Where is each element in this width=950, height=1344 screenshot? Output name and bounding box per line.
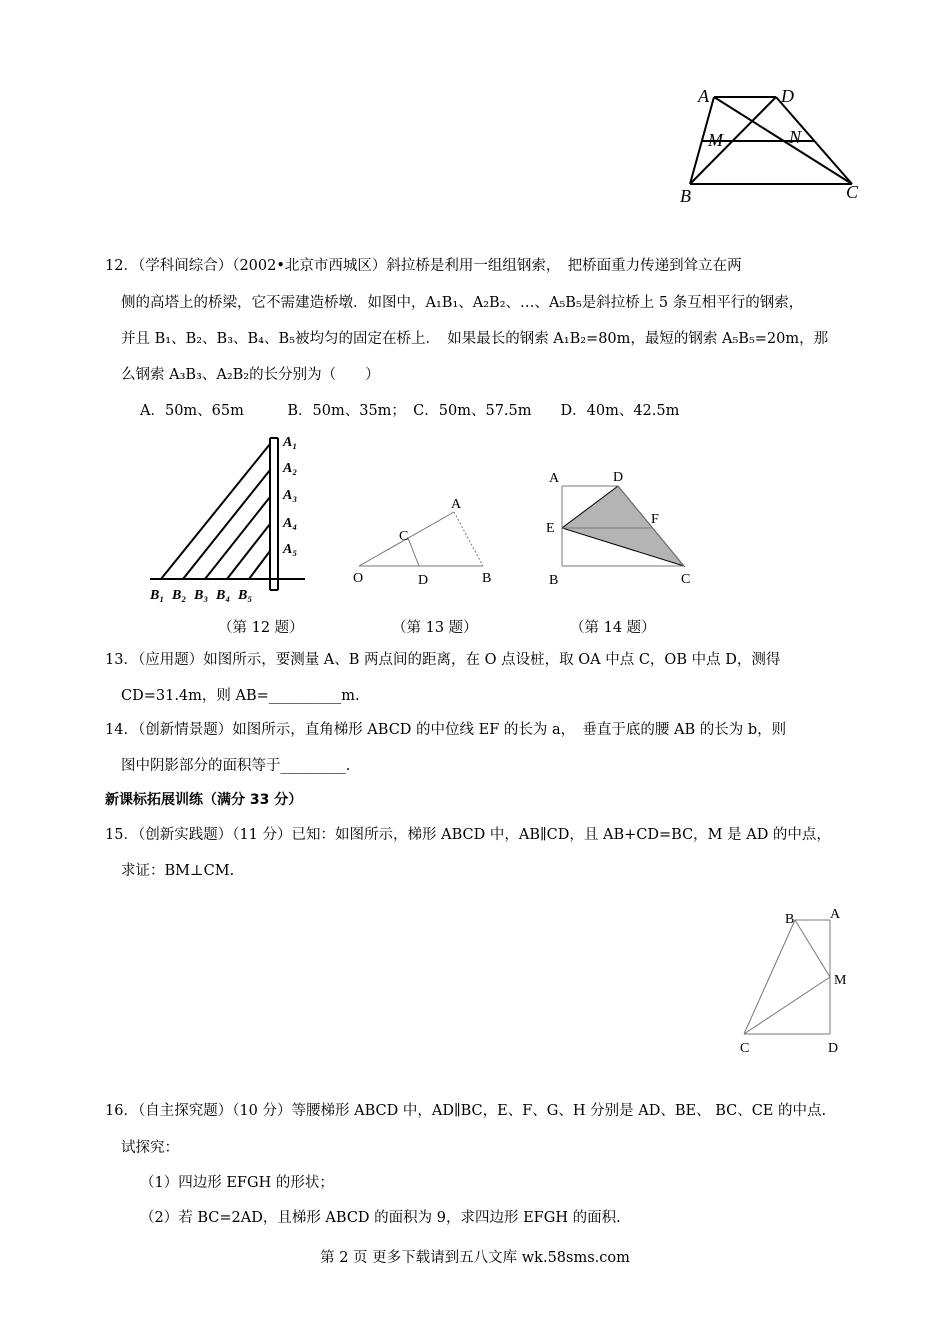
section-heading: 新课标拓展训练（满分 33 分） (105, 792, 303, 808)
label-c: C (846, 182, 859, 202)
caption-fig-14: （第 14 题） (570, 620, 656, 636)
label-f: F (651, 512, 659, 527)
label-a1: A₁ (283, 435, 298, 450)
label-b5: B₅ (238, 588, 253, 603)
q12-options: A．50m、65m B．50m、35m； C．50m、57.5m D．40m、42.5m (140, 403, 680, 419)
figure-15-trapezoid (730, 900, 860, 1060)
label-b3: B₃ (194, 588, 209, 603)
q14-line-1: 14．（创新情景题）如图所示，直角梯形 ABCD 的中位线 EF 的长为 a， 垂直于底的腰 AB 的长为 b，则 (105, 722, 787, 738)
q16-line-3: （1）四边形 EFGH 的形状； (140, 1175, 334, 1191)
label-c: C (681, 572, 691, 587)
label-a4: A₄ (283, 516, 298, 531)
caption-fig-13: （第 13 题） (392, 620, 478, 636)
q16-line-2: 试探究： (121, 1140, 179, 1156)
label-a2: A₂ (283, 461, 298, 476)
figure-14-trapezoid (540, 462, 700, 592)
figure-12-bridge (145, 430, 315, 605)
q12-line-3: 并且 B₁、B₂、B₃、B₄、B₅被均匀的固定在桥上． 如果最长的钢索 A₁B₂=80m，最短的钢索 A₅B₅=20m，那 (121, 331, 829, 347)
label-d: D (781, 86, 794, 106)
q12-line-4: 么钢索 A₃B₃、A₂B₂的长分别为（ ） (121, 367, 380, 383)
shaded-triangle (562, 486, 684, 566)
label-b: B (785, 912, 795, 927)
label-b: B (680, 186, 691, 206)
q15-line-2: 求证：BM⊥CM. (121, 863, 235, 879)
q15-line-1: 15．（创新实践题）（11 分）已知：如图所示，梯形 ABCD 中，AB∥CD，且 AB+CD=BC，M 是 AD 的中点， (105, 827, 831, 843)
q13-line-2: CD=31.4m，则 AB=__________m. (121, 688, 360, 704)
label-a: A (549, 471, 560, 486)
label-a: A (451, 497, 462, 512)
label-b2: B₂ (172, 588, 187, 603)
label-m: M (834, 973, 847, 988)
label-a: A (830, 907, 841, 922)
q12-line-1: 12．（学科间综合）（2002•北京市西城区）斜拉桥是利用一组组钢索， 把桥面重力传递到耸立在两 (105, 258, 742, 274)
label-c: C (399, 529, 409, 544)
label-b: B (482, 571, 492, 586)
label-b: B (549, 573, 559, 588)
label-m: M (708, 130, 723, 150)
q16-line-1: 16．（自主探究题）（10 分）等腰梯形 ABCD 中，AD∥BC，E、F、G、H 分别是 AD、BE、 BC、CE 的中点. (105, 1103, 827, 1119)
label-b4: B₄ (216, 588, 231, 603)
page-footer: 第 2 页 更多下载请到五八文库 wk.58sms.com (320, 1250, 630, 1266)
label-c: C (740, 1041, 750, 1056)
q13-line-1: 13．（应用题）如图所示，要测量 A、B 两点间的距离，在 O 点设桩，取 OA 中点 C，OB 中点 D，测得 (105, 652, 781, 668)
q14-line-2: 图中阴影部分的面积等于_________. (121, 758, 351, 774)
label-d: D (828, 1041, 839, 1056)
label-a3: A₃ (283, 488, 298, 503)
label-b1: B₁ (150, 588, 165, 603)
label-n: N (789, 127, 802, 147)
caption-fig-12: （第 12 题） (218, 620, 304, 636)
figure-trapezoid-mn (670, 80, 870, 210)
label-e: E (546, 521, 555, 536)
figure-13-triangle (345, 490, 505, 590)
label-a: A (698, 86, 709, 106)
q12-line-2: 侧的高塔上的桥梁，它不需建造桥墩．如图中，A₁B₁、A₂B₂、…、A₅B₅是斜拉桥上 5 条互相平行的钢索， (121, 295, 804, 311)
q16-line-4: （2）若 BC=2AD，且梯形 ABCD 的面积为 9，求四边形 EFGH 的面积. (140, 1210, 621, 1226)
label-d: D (418, 573, 429, 588)
label-a5: A₅ (283, 542, 298, 557)
label-d: D (613, 470, 624, 485)
label-o: O (353, 571, 364, 586)
